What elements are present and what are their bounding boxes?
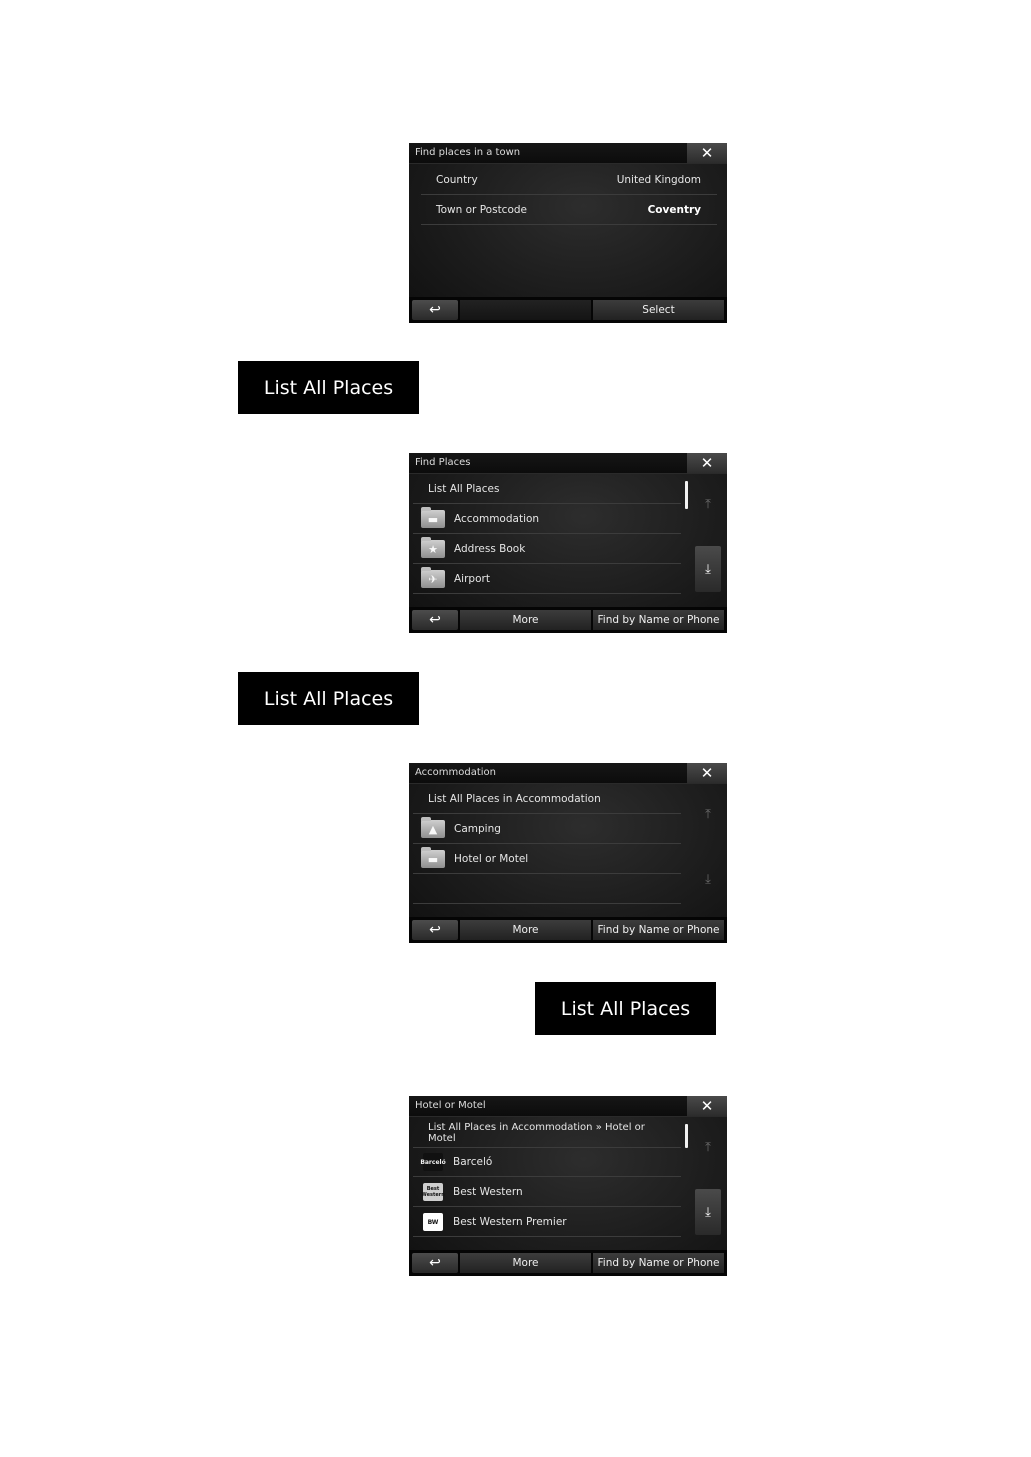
airplane-icon: ✈	[421, 570, 445, 588]
screen-title: Find places in a town	[415, 147, 521, 158]
scroll-down-icon: ⤓	[705, 871, 711, 887]
scroll-top-icon: ⤒	[705, 806, 711, 822]
country-value: United Kingdom	[616, 174, 701, 186]
close-button[interactable]	[687, 453, 727, 473]
back-arrow-icon: ↩	[429, 1255, 441, 1271]
scroll-top-button[interactable]	[695, 481, 721, 527]
bed-icon: ▬	[421, 850, 445, 868]
close-icon: ✕	[700, 454, 714, 472]
scroll-top-icon: ⤒	[705, 496, 711, 512]
select-button[interactable]: Select	[593, 300, 724, 320]
list-item[interactable]	[413, 1178, 681, 1207]
close-icon: ✕	[700, 1097, 714, 1115]
close-button[interactable]	[687, 143, 727, 163]
scroll-top-button	[695, 791, 721, 837]
town-value: Coventry	[647, 204, 701, 216]
scroll-down-icon: ⤓	[705, 1204, 711, 1220]
item-label: Barceló	[453, 1156, 493, 1168]
barcelo-logo-icon: Barceló	[423, 1153, 443, 1171]
list-all-places-label-2: List All Places	[238, 672, 419, 725]
more-button[interactable]: More	[460, 610, 591, 630]
bottom-bar	[409, 607, 727, 633]
title-bar	[409, 1096, 727, 1117]
list-item[interactable]	[413, 815, 681, 844]
find-by-name-or-phone-button[interactable]: Find by Name or Phone	[593, 1253, 724, 1273]
more-button[interactable]: More	[460, 920, 591, 940]
screen-title: Hotel or Motel	[415, 1100, 486, 1111]
scroll-top-button[interactable]	[695, 1124, 721, 1170]
town-label: Town or Postcode	[436, 204, 528, 216]
back-arrow-icon: ↩	[429, 922, 441, 938]
scroll-down-button[interactable]	[695, 546, 721, 592]
back-button[interactable]	[412, 1253, 458, 1273]
list-item[interactable]	[413, 505, 681, 534]
back-arrow-icon: ↩	[429, 302, 441, 318]
find-places-screen	[409, 453, 727, 633]
list-item[interactable]	[413, 565, 681, 594]
country-label: Country	[436, 174, 478, 186]
country-row[interactable]	[421, 166, 717, 195]
item-label: Hotel or Motel	[454, 853, 529, 865]
item-label: Best Western	[453, 1186, 523, 1198]
screen-title: Accommodation	[415, 767, 497, 778]
hotel-or-motel-screen	[409, 1096, 727, 1276]
list-all-places-text: List All Places	[428, 483, 500, 495]
list-all-places-row[interactable]	[413, 475, 681, 504]
bottom-bar	[409, 917, 727, 943]
scrollbar[interactable]	[685, 481, 688, 509]
find-places-in-town-screen	[409, 143, 727, 323]
title-bar	[409, 763, 727, 784]
best-western-logo-icon: Best Western	[423, 1183, 443, 1201]
list-item[interactable]	[413, 845, 681, 874]
item-label: Airport	[454, 573, 490, 585]
scrollbar[interactable]	[685, 1124, 688, 1148]
item-label: Accommodation	[454, 513, 540, 525]
more-button[interactable]: More	[460, 1253, 591, 1273]
town-or-postcode-row[interactable]	[421, 196, 717, 225]
empty-bar-slot	[460, 300, 591, 320]
close-button[interactable]	[687, 763, 727, 783]
item-label: Best Western Premier	[453, 1216, 567, 1228]
accommodation-screen	[409, 763, 727, 943]
bottom-bar	[409, 1250, 727, 1276]
scroll-down-button[interactable]	[695, 1189, 721, 1235]
back-arrow-icon: ↩	[429, 612, 441, 628]
close-button[interactable]	[687, 1096, 727, 1116]
back-button[interactable]	[412, 920, 458, 940]
list-item[interactable]	[413, 535, 681, 564]
scroll-down-icon: ⤓	[705, 561, 711, 577]
bottom-bar	[409, 297, 727, 323]
best-western-premier-logo-icon: BW	[423, 1213, 443, 1231]
title-bar	[409, 143, 727, 164]
list-all-places-label-1: List All Places	[238, 361, 419, 414]
star-icon: ★	[421, 540, 445, 558]
back-button[interactable]	[412, 610, 458, 630]
back-button[interactable]	[412, 300, 458, 320]
screen-title: Find Places	[415, 457, 471, 468]
empty-row	[413, 875, 681, 904]
close-icon: ✕	[700, 764, 714, 782]
title-bar	[409, 453, 727, 474]
scroll-top-icon: ⤒	[705, 1139, 711, 1155]
item-label: Address Book	[454, 543, 526, 555]
bed-icon: ▬	[421, 510, 445, 528]
scroll-down-button	[695, 856, 721, 902]
list-all-places-text-line1: List All Places in Accommodation » Hotel or	[428, 1122, 645, 1133]
list-all-places-row[interactable]	[413, 1118, 681, 1148]
list-all-places-text: List All Places in Accommodation	[428, 793, 601, 805]
list-item[interactable]	[413, 1148, 681, 1177]
find-by-name-or-phone-button[interactable]: Find by Name or Phone	[593, 920, 724, 940]
list-all-places-label-3: List All Places	[535, 982, 716, 1035]
tent-icon: ▲	[421, 820, 445, 838]
list-item[interactable]	[413, 1208, 681, 1237]
find-by-name-or-phone-button[interactable]: Find by Name or Phone	[593, 610, 724, 630]
close-icon: ✕	[700, 144, 714, 162]
list-all-places-text-line2: Motel	[428, 1133, 456, 1144]
list-all-places-row[interactable]	[413, 785, 681, 814]
item-label: Camping	[454, 823, 501, 835]
